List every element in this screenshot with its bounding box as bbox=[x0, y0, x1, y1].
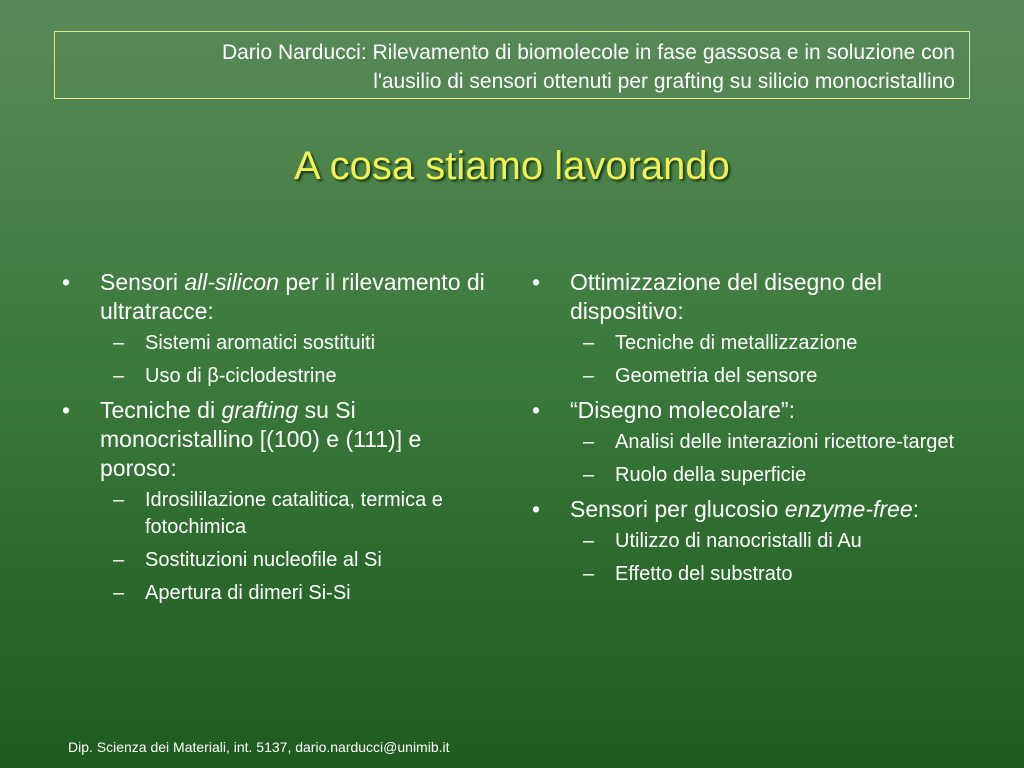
header-line-2: l'ausilio di sensori ottenuti per grafting su silicio monocristallino bbox=[373, 70, 955, 93]
bullet-text-pre: Sensori bbox=[100, 269, 185, 295]
bullet-text-post: : bbox=[912, 496, 920, 522]
slide-title: A cosa stiamo lavorando bbox=[294, 144, 730, 188]
bullet-mark: • bbox=[532, 397, 541, 423]
dash-mark: – bbox=[113, 489, 125, 511]
sub-item-text: Apertura di dimeri Si-Si bbox=[145, 582, 351, 604]
bullet-disegno-molecolare bbox=[530, 396, 970, 489]
bullet-text-pre: Tecniche di bbox=[100, 397, 222, 423]
dash-mark: – bbox=[113, 332, 125, 354]
bullet-ottimizzazione bbox=[530, 268, 970, 390]
sub-item-text: Tecniche di metallizzazione bbox=[615, 332, 858, 354]
sub-list bbox=[570, 528, 970, 588]
sub-item-text: Idrosililazione catalitica, termica e fotochimica bbox=[145, 489, 443, 538]
sub-item-text: Sistemi aromatici sostituiti bbox=[145, 332, 376, 354]
sub-item bbox=[100, 330, 490, 357]
sub-item-text: Uso di β-ciclodestrine bbox=[145, 365, 337, 387]
sub-item bbox=[570, 528, 970, 555]
left-column bbox=[60, 268, 490, 613]
dash-mark: – bbox=[113, 365, 125, 387]
dash-mark: – bbox=[113, 582, 125, 604]
bullet-mark: • bbox=[532, 269, 541, 295]
sub-item bbox=[100, 580, 490, 607]
dash-mark: – bbox=[583, 563, 595, 585]
sub-list bbox=[100, 487, 490, 607]
dash-mark: – bbox=[583, 464, 595, 486]
sub-item bbox=[570, 363, 970, 390]
bullet-text-pre: Sensori per glucosio bbox=[570, 496, 785, 522]
sub-item bbox=[100, 487, 490, 541]
right-column bbox=[530, 268, 970, 594]
bullet-tecniche-grafting bbox=[60, 396, 490, 607]
bullet-text: Ottimizzazione del disegno del dispositivo: bbox=[570, 269, 882, 324]
bullet-text-em: grafting bbox=[221, 397, 299, 423]
dash-mark: – bbox=[583, 365, 595, 387]
bullet-text-em: enzyme-free bbox=[784, 496, 913, 522]
bullet-text-em: all-silicon bbox=[184, 269, 279, 295]
bullet-text-post: su Si monocristallino [(100) e (111)] e poroso: bbox=[100, 397, 422, 481]
dash-mark: – bbox=[113, 549, 125, 571]
bullet-mark: • bbox=[532, 496, 541, 522]
bullet-mark: • bbox=[62, 269, 71, 295]
header-line-1: Dario Narducci: Rilevamento di biomolecole in fase gassosa e in soluzione con bbox=[221, 41, 955, 64]
bullet-text-post: per il rilevamento di ultratracce: bbox=[100, 269, 485, 324]
sub-item bbox=[570, 330, 970, 357]
sub-item-text: Ruolo della superficie bbox=[615, 464, 807, 486]
sub-item-text: Utilizzo di nanocristalli di Au bbox=[615, 530, 862, 552]
sub-item-text: Analisi delle interazioni ricettore-target bbox=[615, 431, 955, 453]
dash-mark: – bbox=[583, 431, 595, 453]
dash-mark: – bbox=[583, 530, 595, 552]
footer-contact: Dip. Scienza dei Materiali, int. 5137, dario.narducci@unimib.it bbox=[68, 739, 450, 755]
sub-item bbox=[570, 429, 970, 456]
sub-item bbox=[570, 462, 970, 489]
sub-item-text: Geometria del sensore bbox=[615, 365, 818, 387]
sub-item-text: Effetto del substrato bbox=[615, 563, 793, 585]
sub-item bbox=[100, 547, 490, 574]
dash-mark: – bbox=[583, 332, 595, 354]
sub-list bbox=[570, 330, 970, 390]
bullet-sensori-glucosio bbox=[530, 495, 970, 588]
sub-list bbox=[570, 429, 970, 489]
header-box bbox=[54, 31, 970, 99]
bullet-text: “Disegno molecolare”: bbox=[570, 397, 795, 423]
sub-item bbox=[100, 363, 490, 390]
sub-item-text: Sostituzioni nucleofile al Si bbox=[145, 549, 382, 571]
sub-item bbox=[570, 561, 970, 588]
bullet-sensori-all-silicon bbox=[60, 268, 490, 390]
bullet-mark: • bbox=[62, 397, 71, 423]
sub-list bbox=[100, 330, 490, 390]
